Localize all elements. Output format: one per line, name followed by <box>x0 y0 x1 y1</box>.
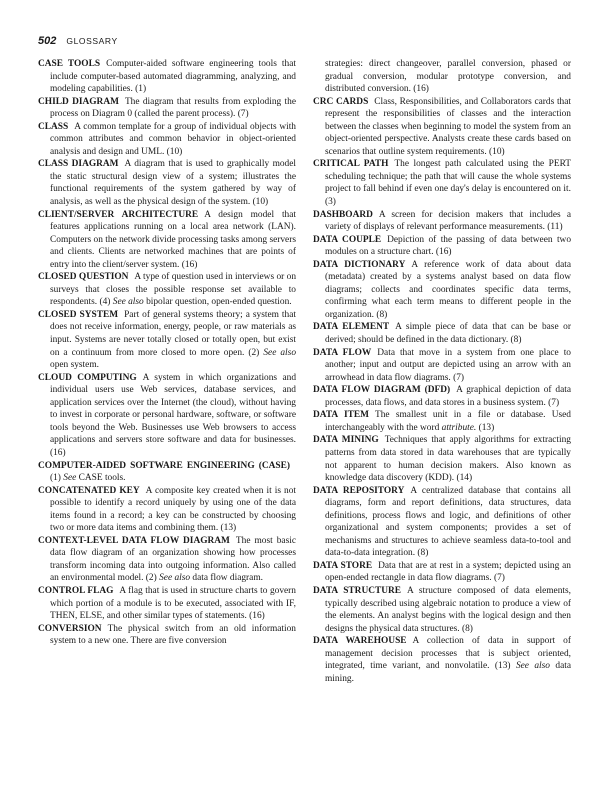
entry-definition: The longest path calculated using the PERT scheduling technique; the path that will cause the whole systems project to fall behind if even one day's delay is encountered on it. (3) <box>325 159 571 208</box>
entry-definition: A structure composed of data elements, typically described using algebraic notation to produce a view of the elements. An analyst begins with the logical design and then designs the physical data structures. (8) <box>325 585 571 634</box>
cross-reference: CASE tools. <box>78 473 126 484</box>
entry-term: CONTROL FLAG <box>38 585 114 596</box>
entry-definition: A diagram that is used to graphically model the static structural design view of a system; illustrates the functional requirements of the system gathered by way of analysis, as well as the physical design of the system. (10) <box>50 159 297 208</box>
entry-definition: A design model that features applications running on a local area network (LAN). Computers on the network divide processing tasks among servers and clients. Clients are networked machines that are points of entry into the client/server system. (16) <box>50 209 296 270</box>
entry-term: COMPUTER-AIDED SOFTWARE ENGINEERING (CASE) <box>38 460 290 471</box>
entry-term: DATA WAREHOUSE <box>313 636 407 647</box>
entry-term: DASHBOARD <box>313 209 373 220</box>
entry-term: DATA ELEMENT <box>313 322 390 333</box>
entry-term: CLASS <box>38 121 69 132</box>
entry-term: CLIENT/SERVER ARCHITECTURE <box>38 209 199 220</box>
entry-term: CONTEXT-LEVEL DATA FLOW DIAGRAM <box>38 535 230 546</box>
see-also-label: See also <box>159 573 191 584</box>
glossary-entry <box>38 209 296 272</box>
entry-term: CLOUD COMPUTING <box>38 372 137 383</box>
entry-definition: A type of question used in interviews or on surveys that closes the possible response set available to respondents. (4) <box>50 272 297 308</box>
entry-term: DATA STORE <box>313 560 373 571</box>
cross-reference: open system. <box>50 360 99 371</box>
glossary-entry <box>38 309 296 372</box>
entry-continuation: strategies: direct changeover, parallel conversion, phased or gradual conversion, modular prototype conversion, and distributed conversion. (16) <box>325 59 571 95</box>
right-column <box>313 58 571 685</box>
glossary-entry <box>38 96 296 121</box>
entry-definition: Data that are at rest in a system; depicted using an open-ended rectangle in data flow diagrams. (7) <box>325 560 571 584</box>
see-label: See <box>63 473 77 484</box>
entry-definition: A centralized database that contains all diagrams, form and report definitions, data structures, data definitions, process flows and logic, and definitions of other organizational and system components; provides a set of mechanisms and structures to achieve seamless data-to-tool and data-to-data integration. (8) <box>325 485 571 559</box>
running-head: GLOSSARY <box>66 36 118 46</box>
entry-term: CASE TOOLS <box>38 59 101 69</box>
page-header <box>38 35 118 49</box>
glossary-entry <box>313 585 571 635</box>
cross-reference: data flow diagram. <box>192 573 263 584</box>
entry-definition: The most basic data flow diagram of an organization showing how processes transform incoming data into outgoing information. Also called an environmental model. (2) <box>50 535 296 584</box>
entry-term: DATA STRUCTURE <box>313 585 402 596</box>
entry-term: CHILD DIAGRAM <box>38 96 119 107</box>
entry-definition: A screen for decision makers that includes a variety of displays of relevant performance measurements. (11) <box>325 209 571 233</box>
entry-definition: A flag that is used in structure charts to govern which portion of a module is to be executed, associated with IF, THEN, ELSE, and other similar types of statements. (16) <box>50 585 296 622</box>
glossary-entry <box>313 635 571 685</box>
left-column <box>38 58 296 648</box>
entry-definition: A reference work of data about data (metadata) created by a systems analyst based on data flow diagrams; collects and coordinates specific data terms, confirming what each term means to different people in the organization. (8) <box>325 259 571 320</box>
entry-definition: A system in which organizations and individual users use Web services, database services, and application services over the Internet (the cloud), without having to invest in corporate or personal hardware, software, or software tools beyond the Web. Businesses use Web browsers to access applications and servers store software and data for businesses. (16) <box>50 372 297 458</box>
see-also-label: See also <box>515 661 550 672</box>
glossary-entry <box>38 460 296 485</box>
cross-reference: bipolar question, open-ended question. <box>146 297 292 308</box>
glossary-entry <box>313 96 571 159</box>
glossary-entry <box>313 485 571 560</box>
glossary-entry <box>313 259 571 322</box>
glossary-entry <box>38 535 296 585</box>
entry-definition: Computer-aided software engineering tools that include computer-based automated diagramming, analyzing, and modeling capabilities. (1) <box>50 59 296 95</box>
entry-term: CONVERSION <box>38 623 102 634</box>
glossary-entry <box>313 409 571 434</box>
glossary-entry <box>38 158 296 208</box>
glossary-entry <box>313 434 571 484</box>
entry-definition: A graphical depiction of data processes, data flows, and data stores in a business system. (7) <box>325 385 571 408</box>
entry-term: CONCATENATED KEY <box>38 485 140 496</box>
glossary-entry <box>313 384 571 409</box>
entry-term: DATA FLOW DIAGRAM (DFD) <box>313 385 451 396</box>
glossary-entry <box>313 321 571 346</box>
page-number: 502 <box>38 35 57 47</box>
entry-definition: Data that move in a system from one place to another; input and output are depicted using an arrow with an arrowhead in data flow diagrams. (7) <box>325 347 571 383</box>
glossary-entry <box>38 585 296 623</box>
entry-term: DATA REPOSITORY <box>313 485 405 496</box>
entry-term: CLOSED SYSTEM <box>38 309 119 320</box>
italic-term: attribute. <box>441 422 477 433</box>
glossary-entry <box>38 485 296 535</box>
entry-definition: Depiction of the passing of data between two modules on a structure chart. (16) <box>325 234 572 258</box>
entry-definition: Class, Responsibilities, and Collaborators cards that represent the responsibilities of classes and the interaction between the classes when beginning to model the system from an object-oriented perspective. Analysts create these cards based on scenarios that outline system requirements. (10) <box>325 96 572 157</box>
glossary-entry <box>313 560 571 585</box>
entry-term: CLASS DIAGRAM <box>38 159 119 170</box>
entry-term: CRC CARDS <box>313 96 369 107</box>
glossary-entry <box>38 271 296 309</box>
entry-term: DATA ITEM <box>313 410 369 421</box>
glossary-entry <box>313 234 571 259</box>
entry-term: DATA DICTIONARY <box>313 259 406 270</box>
entry-term: DATA COUPLE <box>313 234 382 245</box>
entry-definition: Techniques that apply algorithms for extracting patterns from data stored in data warehouses that are typically not apparent to human decision makers. Also known as knowledge data discovery (KDD). (14) <box>325 435 571 484</box>
entry-definition: The diagram that results from exploding the process on Diagram 0 (called the parent process). (7) <box>50 96 297 120</box>
glossary-entry <box>313 347 571 385</box>
entry-term: DATA MINING <box>313 435 379 446</box>
glossary-entry <box>313 209 571 234</box>
glossary-entry <box>38 121 296 159</box>
entry-definition: A common template for a group of individual objects with common attributes and common behavior in object-oriented analysis and design and UML. (10) <box>50 121 296 157</box>
glossary-entry <box>38 372 296 460</box>
see-also-label: See also <box>112 297 144 308</box>
glossary-entry <box>38 623 296 648</box>
entry-term: CRITICAL PATH <box>313 159 389 170</box>
entry-definition: The smallest unit in a file or database. Used interchangeably with the word <box>325 410 571 433</box>
entry-term: DATA FLOW <box>313 347 372 358</box>
entry-definition: The physical switch from an old information system to a new one. There are five conversion <box>50 623 296 647</box>
cross-reference: data mining. <box>325 661 572 684</box>
entry-definition-end: (13) <box>478 422 495 433</box>
entry-definition: A collection of data in support of management decision processes that is subject oriented, integrated, time variant, and nonvolatile. (13) <box>325 636 571 672</box>
see-also-label: See also <box>263 347 297 358</box>
entry-term: CLOSED QUESTION <box>38 272 129 283</box>
entry-definition: Part of general systems theory; a system that does not receive information, energy, people, or raw materials as input. Systems are never totally closed or totally open, but exist on a continuum from more closed to more open. (2) <box>50 309 296 358</box>
entry-definition: (1) <box>50 473 61 484</box>
glossary-entry <box>38 58 296 96</box>
glossary-entry <box>313 158 571 208</box>
entry-definition: A simple piece of data that can be base or derived; should be defined in the data dictionary. (8) <box>325 322 571 346</box>
entry-definition: A composite key created when it is not possible to identify a record uniquely by using one of the data items found in a record; a key can be constructed by choosing two or more data items and combining them. (13) <box>50 485 296 534</box>
